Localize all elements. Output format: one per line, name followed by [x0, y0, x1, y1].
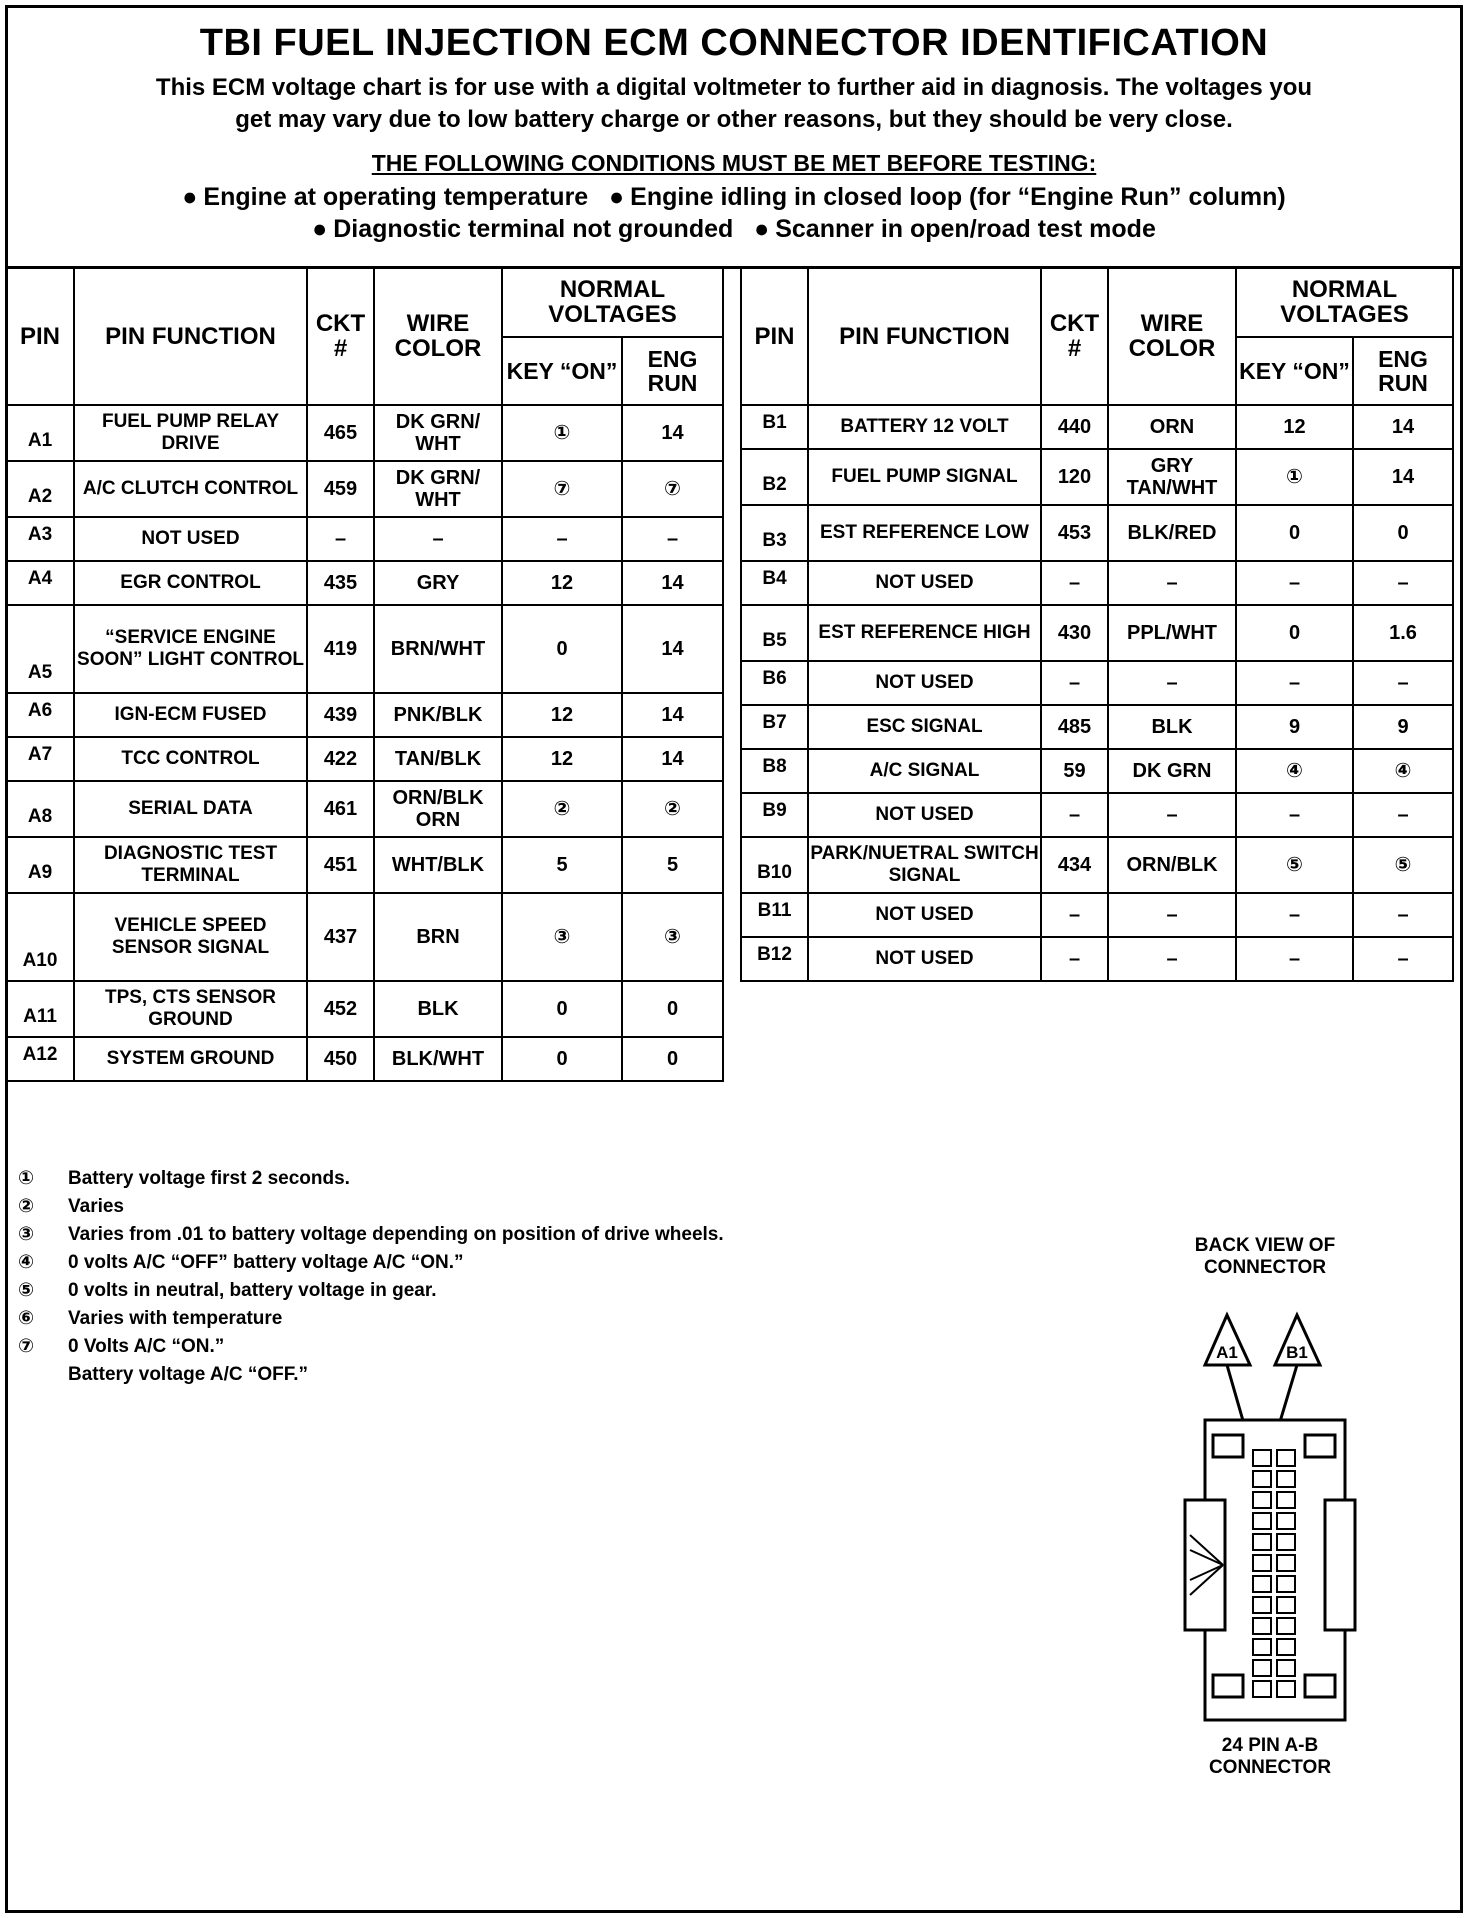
table-row	[741, 605, 1453, 661]
function-cell: NOT USED	[74, 517, 307, 561]
footnote-text: Varies	[68, 1196, 124, 1217]
key-on-voltage-cell: ④	[1236, 749, 1353, 793]
ckt-cell: 120	[1041, 449, 1108, 505]
connector-pin-cavity	[1277, 1492, 1295, 1508]
conditions-line-2	[8, 215, 1460, 244]
function-cell: SERIAL DATA	[74, 781, 307, 837]
footnote-text: 0 Volts A/C “ON.”	[68, 1336, 225, 1357]
eng-run-voltage-cell: 0	[622, 981, 723, 1037]
wire-color-cell: BLK/RED	[1108, 505, 1236, 561]
connector-pin-cavity	[1253, 1681, 1271, 1697]
condition-item: Scanner in open/road test mode	[775, 215, 1156, 243]
col-header-eng-run: ENG RUN	[1353, 337, 1453, 405]
pin-cell: B10	[741, 837, 808, 893]
ckt-cell: –	[1041, 893, 1108, 937]
eng-run-voltage-cell: 14	[622, 561, 723, 605]
key-on-voltage-cell: 9	[1236, 705, 1353, 749]
key-on-voltage-cell: 12	[502, 561, 622, 605]
connector-pin-cavity	[1277, 1681, 1295, 1697]
col-header-normal-voltages: NORMAL VOLTAGES	[1236, 267, 1453, 337]
pin-cell: B8	[741, 749, 808, 793]
key-on-voltage-cell: 0	[502, 981, 622, 1037]
key-on-voltage-cell: 0	[502, 1037, 622, 1081]
key-on-voltage-cell: ⑦	[502, 461, 622, 517]
wire-color-cell: –	[1108, 793, 1236, 837]
table-row	[6, 405, 723, 461]
wire-color-cell: BRN	[374, 893, 502, 981]
ckt-cell: 434	[1041, 837, 1108, 893]
function-cell: TPS, CTS SENSOR GROUND	[74, 981, 307, 1037]
footnotes	[18, 1165, 918, 1389]
function-cell: NOT USED	[808, 793, 1041, 837]
ckt-cell: –	[1041, 793, 1108, 837]
connector-pin-cavity	[1277, 1576, 1295, 1592]
ckt-cell: 435	[307, 561, 374, 605]
footnote-item	[18, 1165, 918, 1193]
ckt-cell: 440	[1041, 405, 1108, 449]
table-row	[6, 461, 723, 517]
ckt-cell: 439	[307, 693, 374, 737]
intro-line-1: This ECM voltage chart is for use with a digital voltmeter to further aid in diagnosis. The voltages you	[155, 74, 1313, 101]
table-row	[741, 705, 1453, 749]
function-cell: VEHICLE SPEED SENSOR SIGNAL	[74, 893, 307, 981]
footnote-item	[18, 1361, 918, 1389]
col-header-ckt: CKT #	[307, 267, 374, 405]
key-on-voltage-cell: 12	[1236, 405, 1353, 449]
eng-run-voltage-cell: –	[1353, 793, 1453, 837]
footnote-text: 0 volts A/C “OFF” battery voltage A/C “ON.”	[68, 1252, 464, 1273]
connector-pin-cavity	[1253, 1555, 1271, 1571]
ckt-cell: 485	[1041, 705, 1108, 749]
key-on-voltage-cell: –	[1236, 893, 1353, 937]
pin-cell: A5	[6, 605, 74, 693]
eng-run-voltage-cell: –	[622, 517, 723, 561]
eng-run-voltage-cell: 14	[1353, 449, 1453, 505]
table-row	[6, 893, 723, 981]
eng-run-voltage-cell: ⑦	[622, 461, 723, 517]
footnote-number: ⑤	[18, 1280, 35, 1301]
function-cell: IGN-ECM FUSED	[74, 693, 307, 737]
col-header-function: PIN FUNCTION	[74, 267, 307, 405]
connector-pin-cavity	[1277, 1555, 1295, 1571]
pin-cell: A1	[6, 405, 74, 461]
pin-cell: A8	[6, 781, 74, 837]
pin-cell: B3	[741, 505, 808, 561]
pin-cell: A10	[6, 893, 74, 981]
ckt-cell: 450	[307, 1037, 374, 1081]
eng-run-voltage-cell: 14	[1353, 405, 1453, 449]
connector-pin-cavity	[1277, 1471, 1295, 1487]
wire-color-cell: ORN/BLK ORN	[374, 781, 502, 837]
wire-color-cell: –	[1108, 561, 1236, 605]
col-header-normal-voltages: NORMAL VOLTAGES	[502, 267, 723, 337]
function-cell: EST REFERENCE HIGH	[808, 605, 1041, 661]
table-row	[6, 837, 723, 893]
pin-cell: A2	[6, 461, 74, 517]
key-on-voltage-cell: 12	[502, 693, 622, 737]
table-b-body	[741, 405, 1453, 981]
key-on-voltage-cell: ①	[1236, 449, 1353, 505]
function-cell: NOT USED	[808, 893, 1041, 937]
wire-color-cell: –	[374, 517, 502, 561]
connector-name-label: 24 PIN A-B CONNECTOR	[1208, 1735, 1332, 1778]
footnote-number: ⑥	[18, 1308, 35, 1329]
function-cell: NOT USED	[808, 937, 1041, 981]
wire-color-cell: GRY TAN/WHT	[1108, 449, 1236, 505]
footnote-item	[18, 1249, 918, 1277]
wire-color-cell: –	[1108, 893, 1236, 937]
connector-pin-cavity	[1277, 1534, 1295, 1550]
connector-pin-cavity	[1253, 1492, 1271, 1508]
col-header-key-on: KEY “ON”	[1236, 337, 1353, 405]
key-on-voltage-cell: 5	[502, 837, 622, 893]
wire-color-cell: ORN	[1108, 405, 1236, 449]
ckt-cell: 461	[307, 781, 374, 837]
table-row	[741, 405, 1453, 449]
table-row	[741, 793, 1453, 837]
pin-cell: B4	[741, 561, 808, 605]
connector-pin-cavity	[1253, 1450, 1271, 1466]
eng-run-voltage-cell: ⑤	[1353, 837, 1453, 893]
ckt-cell: 430	[1041, 605, 1108, 661]
ckt-cell: –	[1041, 561, 1108, 605]
function-cell: EGR CONTROL	[74, 561, 307, 605]
key-on-voltage-cell: ⑤	[1236, 837, 1353, 893]
table-row	[741, 449, 1453, 505]
intro-text	[48, 72, 1420, 136]
key-on-voltage-cell: ③	[502, 893, 622, 981]
table-row	[741, 837, 1453, 893]
function-cell: NOT USED	[808, 561, 1041, 605]
wire-color-cell: WHT/BLK	[374, 837, 502, 893]
eng-run-voltage-cell: 14	[622, 405, 723, 461]
wire-color-cell: –	[1108, 937, 1236, 981]
key-on-voltage-cell: 0	[502, 605, 622, 693]
header	[8, 8, 1460, 269]
table-row	[6, 1037, 723, 1081]
table-row	[741, 561, 1453, 605]
wire-color-cell: PNK/BLK	[374, 693, 502, 737]
function-cell: TCC CONTROL	[74, 737, 307, 781]
ckt-cell: 422	[307, 737, 374, 781]
ckt-cell: –	[1041, 937, 1108, 981]
function-cell: EST REFERENCE LOW	[808, 505, 1041, 561]
eng-run-voltage-cell: 9	[1353, 705, 1453, 749]
wire-color-cell: ORN/BLK	[1108, 837, 1236, 893]
pin-cell: B9	[741, 793, 808, 837]
col-header-pin: PIN	[741, 267, 808, 405]
col-header-pin: PIN	[6, 267, 74, 405]
footnote-number: ①	[18, 1168, 35, 1189]
key-on-voltage-cell: ②	[502, 781, 622, 837]
condition-item: Engine at operating temperature	[203, 183, 589, 211]
bullet-icon: ●	[182, 183, 198, 211]
col-header-eng-run: ENG RUN	[622, 337, 723, 405]
col-header-key-on: KEY “ON”	[502, 337, 622, 405]
function-cell: BATTERY 12 VOLT	[808, 405, 1041, 449]
connector-pin-cavity	[1253, 1534, 1271, 1550]
footnote-item	[18, 1333, 918, 1361]
key-on-voltage-cell: –	[1236, 561, 1353, 605]
table-row	[6, 981, 723, 1037]
bullet-icon: ●	[754, 215, 770, 243]
key-on-voltage-cell: ①	[502, 405, 622, 461]
table-row	[741, 937, 1453, 981]
table-row	[741, 661, 1453, 705]
key-on-voltage-cell: 12	[502, 737, 622, 781]
connector-pin-cavity	[1277, 1639, 1295, 1655]
function-cell: FUEL PUMP RELAY DRIVE	[74, 405, 307, 461]
connector-pin-cavity	[1277, 1618, 1295, 1634]
ckt-cell: 453	[1041, 505, 1108, 561]
wire-color-cell: BLK	[374, 981, 502, 1037]
eng-run-voltage-cell: ②	[622, 781, 723, 837]
col-header-wire: WIRE COLOR	[1108, 267, 1236, 405]
connector-pin-cavity	[1253, 1660, 1271, 1676]
ckt-cell: –	[1041, 661, 1108, 705]
function-cell: ESC SIGNAL	[808, 705, 1041, 749]
table-row	[741, 505, 1453, 561]
pin-cell: B1	[741, 405, 808, 449]
connector-diagram	[1175, 1310, 1375, 1730]
pin-cell: B7	[741, 705, 808, 749]
eng-run-voltage-cell: 14	[622, 605, 723, 693]
function-cell: NOT USED	[808, 661, 1041, 705]
connector-pin-cavity	[1277, 1660, 1295, 1676]
key-on-voltage-cell: 0	[1236, 505, 1353, 561]
col-header-wire: WIRE COLOR	[374, 267, 502, 405]
eng-run-voltage-cell: –	[1353, 661, 1453, 705]
table-row	[6, 693, 723, 737]
footnote-number: ④	[18, 1252, 35, 1273]
footnote-text: Varies from .01 to battery voltage depending on position of drive wheels.	[68, 1224, 724, 1245]
connector-pin-cavity	[1253, 1618, 1271, 1634]
ckt-cell: 451	[307, 837, 374, 893]
eng-run-voltage-cell: ③	[622, 893, 723, 981]
eng-run-voltage-cell: –	[1353, 937, 1453, 981]
footnote-item	[18, 1277, 918, 1305]
pin-cell: A7	[6, 737, 74, 781]
connector-pin-cavity	[1277, 1597, 1295, 1613]
bullet-icon: ●	[609, 183, 625, 211]
wire-color-cell: BLK	[1108, 705, 1236, 749]
wire-color-cell: PPL/WHT	[1108, 605, 1236, 661]
page-title: TBI FUEL INJECTION ECM CONNECTOR IDENTIFICATION	[199, 22, 1269, 64]
table-row	[6, 561, 723, 605]
eng-run-voltage-cell: 1.6	[1353, 605, 1453, 661]
intro-line-2: get may vary due to low battery charge or other reasons, but they should be very close.	[235, 106, 1233, 133]
eng-run-voltage-cell: –	[1353, 893, 1453, 937]
table-row	[741, 893, 1453, 937]
b1-label: B1	[1286, 1343, 1308, 1362]
function-cell: FUEL PUMP SIGNAL	[808, 449, 1041, 505]
footnote-item	[18, 1193, 918, 1221]
footnote-text: Battery voltage A/C “OFF.”	[68, 1364, 309, 1385]
pin-cell: B5	[741, 605, 808, 661]
pin-cell: B2	[741, 449, 808, 505]
footnote-number: ⑦	[18, 1336, 35, 1357]
connector-pin-cavity	[1253, 1597, 1271, 1613]
ckt-cell: 419	[307, 605, 374, 693]
wire-color-cell: DK GRN/ WHT	[374, 461, 502, 517]
key-on-voltage-cell: 0	[1236, 605, 1353, 661]
footnote-number: ②	[18, 1196, 35, 1217]
wire-color-cell: GRY	[374, 561, 502, 605]
pin-cell: B6	[741, 661, 808, 705]
eng-run-voltage-cell: 14	[622, 693, 723, 737]
col-header-ckt: CKT #	[1041, 267, 1108, 405]
function-cell: “SERVICE ENGINE SOON” LIGHT CONTROL	[74, 605, 307, 693]
key-on-voltage-cell: –	[1236, 793, 1353, 837]
ckt-cell: 459	[307, 461, 374, 517]
back-view-label: BACK VIEW OF CONNECTOR	[1194, 1235, 1336, 1278]
wire-color-cell: DK GRN/ WHT	[374, 405, 502, 461]
connector-pin-cavity	[1253, 1471, 1271, 1487]
wire-color-cell: BLK/WHT	[374, 1037, 502, 1081]
footnote-number: ③	[18, 1224, 35, 1245]
pin-cell: A9	[6, 837, 74, 893]
pin-table-b	[740, 266, 1454, 982]
footnote-item	[18, 1305, 918, 1333]
key-on-voltage-cell: –	[502, 517, 622, 561]
condition-item: Engine idling in closed loop (for “Engine Run” column)	[630, 183, 1286, 211]
eng-run-voltage-cell: 0	[622, 1037, 723, 1081]
eng-run-voltage-cell: ④	[1353, 749, 1453, 793]
ckt-cell: –	[307, 517, 374, 561]
table-row	[741, 749, 1453, 793]
key-on-voltage-cell: –	[1236, 937, 1353, 981]
pin-cell: A3	[6, 517, 74, 561]
eng-run-voltage-cell: 0	[1353, 505, 1453, 561]
footnote-text: Varies with temperature	[68, 1308, 283, 1329]
function-cell: SYSTEM GROUND	[74, 1037, 307, 1081]
eng-run-voltage-cell: 5	[622, 837, 723, 893]
function-cell: A/C CLUTCH CONTROL	[74, 461, 307, 517]
connector-pin-cavity	[1277, 1513, 1295, 1529]
footnote-text: 0 volts in neutral, battery voltage in gear.	[68, 1280, 437, 1301]
function-cell: DIAGNOSTIC TEST TERMINAL	[74, 837, 307, 893]
function-cell: A/C SIGNAL	[808, 749, 1041, 793]
connector-pin-cavity	[1277, 1450, 1295, 1466]
conditions-title: THE FOLLOWING CONDITIONS MUST BE MET BEFORE TESTING:	[371, 150, 1097, 176]
ckt-cell: 452	[307, 981, 374, 1037]
pin-cell: A12	[6, 1037, 74, 1081]
footnote-text: Battery voltage first 2 seconds.	[68, 1168, 350, 1189]
ckt-cell: 465	[307, 405, 374, 461]
connector-pin-cavity	[1253, 1576, 1271, 1592]
function-cell: PARK/NUETRAL SWITCH SIGNAL	[808, 837, 1041, 893]
ckt-cell: 59	[1041, 749, 1108, 793]
table-row	[6, 517, 723, 561]
eng-run-voltage-cell: 14	[622, 737, 723, 781]
table-row	[6, 781, 723, 837]
wire-color-cell: BRN/WHT	[374, 605, 502, 693]
pin-cell: A6	[6, 693, 74, 737]
key-on-voltage-cell: –	[1236, 661, 1353, 705]
conditions-line-1	[8, 183, 1460, 212]
condition-item: Diagnostic terminal not grounded	[333, 215, 734, 243]
connector-pin-cavity	[1253, 1513, 1271, 1529]
table-row	[6, 737, 723, 781]
col-header-function: PIN FUNCTION	[808, 267, 1041, 405]
pin-cell: B12	[741, 937, 808, 981]
wire-color-cell: DK GRN	[1108, 749, 1236, 793]
wire-color-cell: –	[1108, 661, 1236, 705]
connector-pin-cavity	[1253, 1639, 1271, 1655]
table-row	[6, 605, 723, 693]
pin-cell: B11	[741, 893, 808, 937]
pin-cell: A4	[6, 561, 74, 605]
a1-label: A1	[1216, 1343, 1238, 1362]
footnote-item	[18, 1221, 918, 1249]
pin-cell: A11	[6, 981, 74, 1037]
ckt-cell: 437	[307, 893, 374, 981]
pin-table-a	[5, 266, 724, 1082]
wire-color-cell: TAN/BLK	[374, 737, 502, 781]
eng-run-voltage-cell: –	[1353, 561, 1453, 605]
bullet-icon: ●	[312, 215, 328, 243]
table-a-body	[6, 405, 723, 1081]
